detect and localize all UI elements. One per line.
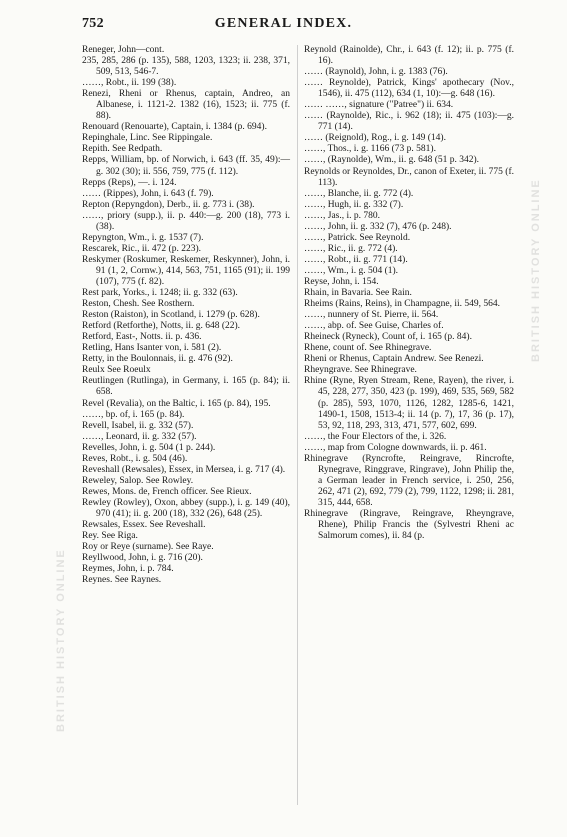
index-column-left xyxy=(82,45,290,586)
index-entry: Reynold (Rainolde), Chr., i. 643 (f. 12); ii. p. 775 (f. 16). xyxy=(304,45,514,67)
index-entry: Rewsales, Essex. See Reveshall. xyxy=(82,520,206,531)
index-entry: ……, nunnery of St. Pierre, ii. 564. xyxy=(304,310,439,321)
index-entry: Rewes, Mons. de, French officer. See Rieux. xyxy=(82,486,252,497)
page-number: 752 xyxy=(82,16,104,31)
index-entry: Repps (Reps), —. i. 124. xyxy=(82,177,177,188)
index-entry: Roy or Reye (surname). See Raye. xyxy=(82,542,214,553)
index-entry: Rhine (Ryne, Ryen Stream, Rene, Rayen), the river, i. 45, 228, 277, 350, 423 (p. 199), 469, 535, 569, 582 (p. 285), 593, 1070, 1126, 1282, 1285-6, 1421, 1490-1, 1508, 1513-4; ii. 14 (p. 7), 17, 36 (p. 17), 53, 92, 118, 293, 313, 471, 577, 602, 699. xyxy=(304,376,514,431)
index-entry: Rhene, count of. See Rhinegrave. xyxy=(304,343,432,354)
index-entry: Retty, in the Boulonnais, ii. g. 476 (92). xyxy=(82,354,233,365)
index-entry: Reutlingen (Rutlinga), in Germany, i. 165 (p. 84); ii. 658. xyxy=(82,376,290,398)
index-entry: ……, bp. of, i. 165 (p. 84). xyxy=(82,409,185,420)
index-entry: Rheni or Rhenus, Captain Andrew. See Renezi. xyxy=(304,354,484,365)
index-entry: Reston (Raiston), in Scotland, i. 1279 (p. 628). xyxy=(82,310,260,321)
index-entry: …… (Raynolde), Ric., i. 962 (18); ii. 475 (103):—g. 771 (14). xyxy=(304,111,514,133)
index-entry: Rhinegrave (Ringrave, Reingrave, Rheyngrave, Rhene), Philip Francis the (Sylvestri Rheni ac Salmorum comes), ii. 84 (p. xyxy=(304,508,514,542)
index-entry: Reneger, John—cont. xyxy=(82,45,165,55)
page-title: GENERAL INDEX. xyxy=(214,16,353,31)
index-entry: ……, John, ii. g. 332 (7), 476 (p. 248). xyxy=(304,221,452,232)
index-entry: ……, Blanche, ii. g. 772 (4). xyxy=(304,188,414,199)
index-entry: Retling, Hans Isanter von, i. 581 (2). xyxy=(82,343,222,354)
index-entry: Repton (Repyngdon), Derb., ii. g. 773 i. (38). xyxy=(82,199,255,210)
index-entry: Reymes, John, i. p. 784. xyxy=(82,564,174,575)
index-entry: Revel (Revalia), on the Baltic, i. 165 (p. 84), 195. xyxy=(82,398,271,409)
index-entry: Repyngton, Wm., i. g. 1537 (7). xyxy=(82,232,204,243)
index-entry: Rheyngrave. See Rhinegrave. xyxy=(304,365,417,376)
index-entry: Rhinegrave (Ryncrofte, Reingrave, Rincrofte, Rynegrave, Ringgrave, Ringrave), John Philip the, a German leader in French service, i. 250, 256, 262, 471 (2), 692, 779 (2), 799, 1122, 1298; ii. 281, 315, 444, 658. xyxy=(304,453,514,508)
index-entry: ……, Jas., i. p. 780. xyxy=(304,210,380,221)
index-entry: Revell, Isabel, ii. g. 332 (57). xyxy=(82,420,194,431)
index-entry: Rhain, in Bavaria. See Rain. xyxy=(304,288,412,299)
index-entry: Retford, East-, Notts. ii. p. 436. xyxy=(82,332,202,343)
index-entry: ……, Thos., i. g. 1166 (73 p. 581). xyxy=(304,144,436,155)
index-entry: ……, Leonard, ii. g. 332 (57). xyxy=(82,431,197,442)
index-entry: Reves, Robt., i. g. 504 (46). xyxy=(82,453,188,464)
index-entry: Reweley, Salop. See Rowley. xyxy=(82,475,194,486)
index-entry: ……, the Four Electors of the, i. 326. xyxy=(304,431,447,442)
index-entry: Retford (Retforthe), Notts, ii. g. 648 (22). xyxy=(82,321,241,332)
index-entry: …… (Rippes), John, i. 643 (f. 79). xyxy=(82,188,214,199)
index-entry: Reynolds or Reynoldes, Dr., canon of Exeter, ii. 775 (f. 113). xyxy=(304,166,514,188)
index-entry: Rey. See Riga. xyxy=(82,531,138,542)
index-entry: ……, Robt., ii. 199 (38). xyxy=(82,78,177,89)
index-entry: ……, map from Cologne downwards, ii. p. 461. xyxy=(304,442,487,453)
watermark-right: BRITISH HISTORY ONLINE xyxy=(530,178,542,362)
index-entry: Repinghale, Linc. See Rippingale. xyxy=(82,133,213,144)
index-entry: …… (Raynold), John, i. g. 1383 (76). xyxy=(304,67,448,78)
index-entry: 235, 285, 286 (p. 135), 588, 1203, 1323; ii. 238, 371, 509, 513, 546-7. xyxy=(82,56,290,78)
index-entry: ……, Wm., i. g. 504 (1). xyxy=(304,265,399,276)
index-entry: Rest park, Yorks., i. 1248; ii. g. 332 (63). xyxy=(82,288,238,299)
column-divider xyxy=(297,45,298,805)
index-entry: Rheims (Rains, Reins), in Champagne, ii. 549, 564. xyxy=(304,299,501,310)
index-entry: Reyllwood, John, i. g. 716 (20). xyxy=(82,553,203,564)
index-entry: Reskymer (Roskumer, Reskemer, Reskynner), John, i. 91 (1, 2, Cornw.), 414, 563, 751, 1165 (91); ii. 199 (107), 775 (f. 82). xyxy=(82,254,290,287)
index-entry: Reynes. See Raynes. xyxy=(82,575,162,586)
index-entry: Repps, William, bp. of Norwich, i. 643 (ff. 35, 49):—g. 302 (30); ii. 556, 759, 775 (f. 112). xyxy=(82,155,290,177)
index-entry: Reveshall (Rewsales), Essex, in Mersea, i. g. 717 (4). xyxy=(82,464,286,475)
index-entry: Reulx See Roeulx xyxy=(82,365,151,376)
index-entry: Rewley (Rowley), Oxon, abbey (supp.), i. g. 149 (40), 970 (41); ii. g. 200 (18), 332 (26), 648 (25). xyxy=(82,497,290,519)
index-entry: ……, priory (supp.), ii. p. 440:—g. 200 (18), 773 i. (38). xyxy=(82,210,290,232)
index-entry: …… (Reignold), Rog., i. g. 149 (14). xyxy=(304,133,446,144)
index-entry: Repith. See Redpath. xyxy=(82,144,163,155)
index-entry: …… ……, signature ("Patree") ii. 634. xyxy=(304,100,454,111)
watermark-left: BRITISH HISTORY ONLINE xyxy=(55,548,67,732)
index-entry: ……, (Raynolde), Wm., ii. g. 648 (51 p. 342). xyxy=(304,155,480,166)
index-entry: ……, Robt., ii. g. 771 (14). xyxy=(304,254,408,265)
index-entry: ……, Patrick. See Reynold. xyxy=(304,232,411,243)
index-entry: ……, abp. of. See Guise, Charles of. xyxy=(304,321,444,332)
index-entry: …… Reynolde), Patrick, Kings' apothecary (Nov., 1546), ii. 475 (112), 634 (1, 10):—g. 648 (16). xyxy=(304,78,514,100)
index-column-right xyxy=(304,45,514,542)
index-entry: ……, Ric., ii. g. 772 (4). xyxy=(304,243,398,254)
index-entry: Reyse, John, i. 154. xyxy=(304,276,379,287)
index-entry: Renouard (Renouarte), Captain, i. 1384 (p. 694). xyxy=(82,122,267,133)
index-entry: Rheineck (Ryneck), Count of, i. 165 (p. 84). xyxy=(304,332,472,343)
index-entry: Revelles, John, i. g. 504 (1 p. 244). xyxy=(82,442,216,453)
index-entry: Reston, Chesh. See Rosthern. xyxy=(82,299,195,310)
index-entry: ……, Hugh, ii. g. 332 (7). xyxy=(304,199,404,210)
index-entry: Renezi, Rheni or Rhenus, captain, Andreo, an Albanese, i. 1121-2. 1382 (16), 1523; ii. 775 (f. 88). xyxy=(82,89,290,122)
index-entry: Rescarek, Ric., ii. 472 (p. 223). xyxy=(82,243,201,254)
